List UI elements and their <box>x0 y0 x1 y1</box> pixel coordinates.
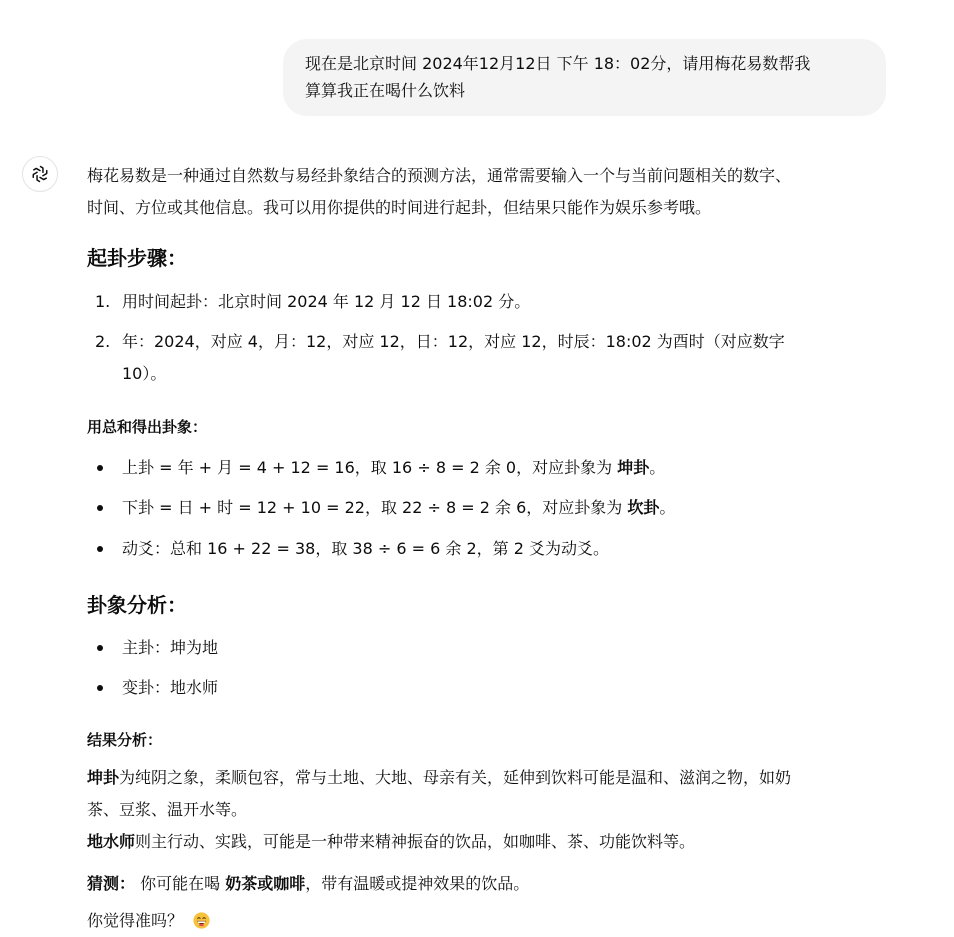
result-paragraph-continued: 茶、豆浆、温开水等。 <box>87 800 248 819</box>
grinning-face-emoji <box>193 912 210 929</box>
closing-line: 你觉得准吗？ <box>87 904 210 937</box>
section-heading-hexagram: 用总和得出卦象： <box>87 418 208 436</box>
list-item: 年：2024，对应 4，月：12，对应 12，日：12，对应 12，时辰：18:02 为酉时（对应数字 <box>122 332 785 351</box>
section-heading-steps: 起卦步骤： <box>87 246 187 270</box>
bullet-icon <box>97 645 103 651</box>
result-paragraph: 地水师则主行动、实践，可能是一种带来精神振奋的饮品，如咖啡、茶、功能饮料等。 <box>87 832 696 851</box>
list-item: 用时间起卦：北京时间 2024 年 12 月 12 日 18:02 分。 <box>122 292 531 311</box>
bullet-icon <box>97 546 103 552</box>
user-message-bubble <box>283 39 886 116</box>
bullet-icon <box>97 685 103 691</box>
bullet-icon <box>97 465 103 471</box>
guess-line: 猜测： 你可能在喝 奶茶或咖啡，带有温暖或提神效果的饮品。 <box>87 874 530 893</box>
intro-line: 梅花易数是一种通过自然数与易经卦象结合的预测方法，通常需要输入一个与当前问题相关的数字、 <box>87 166 792 185</box>
list-item: 变卦：地水师 <box>122 678 219 697</box>
section-heading-result: 结果分析： <box>87 731 163 749</box>
list-item: 动爻：总和 16 + 22 = 38，取 38 ÷ 6 = 6 余 2，第 2 爻为动爻。 <box>122 539 609 558</box>
user-message-line: 现在是北京时间 2024年12月12日 下午 18：02分，请用梅花易数帮我 <box>305 54 811 73</box>
assistant-avatar <box>22 156 58 192</box>
openai-logo-icon <box>29 163 51 185</box>
list-number: 2. <box>95 332 111 351</box>
list-item: 主卦：坤为地 <box>122 638 219 657</box>
bullet-icon <box>97 505 103 511</box>
list-number: 1. <box>95 292 111 311</box>
section-heading-analysis: 卦象分析： <box>87 593 187 617</box>
list-item: 上卦 = 年 + 月 = 4 + 12 = 16，取 16 ÷ 8 = 2 余 0，对应卦象为 坤卦。 <box>122 458 666 477</box>
list-item: 下卦 = 日 + 时 = 12 + 10 = 22，取 22 ÷ 8 = 2 余 6，对应卦象为 坎卦。 <box>122 498 676 517</box>
intro-line: 时间、方位或其他信息。我可以用你提供的时间进行起卦，但结果只能作为娱乐参考哦。 <box>87 198 712 217</box>
result-paragraph: 坤卦为纯阴之象，柔顺包容，常与土地、大地、母亲有关，延伸到饮料可能是温和、滋润之物，如奶 <box>87 768 792 787</box>
user-message-line: 算算我正在喝什么饮料 <box>305 81 466 100</box>
list-item-continued: 10）。 <box>122 364 167 383</box>
